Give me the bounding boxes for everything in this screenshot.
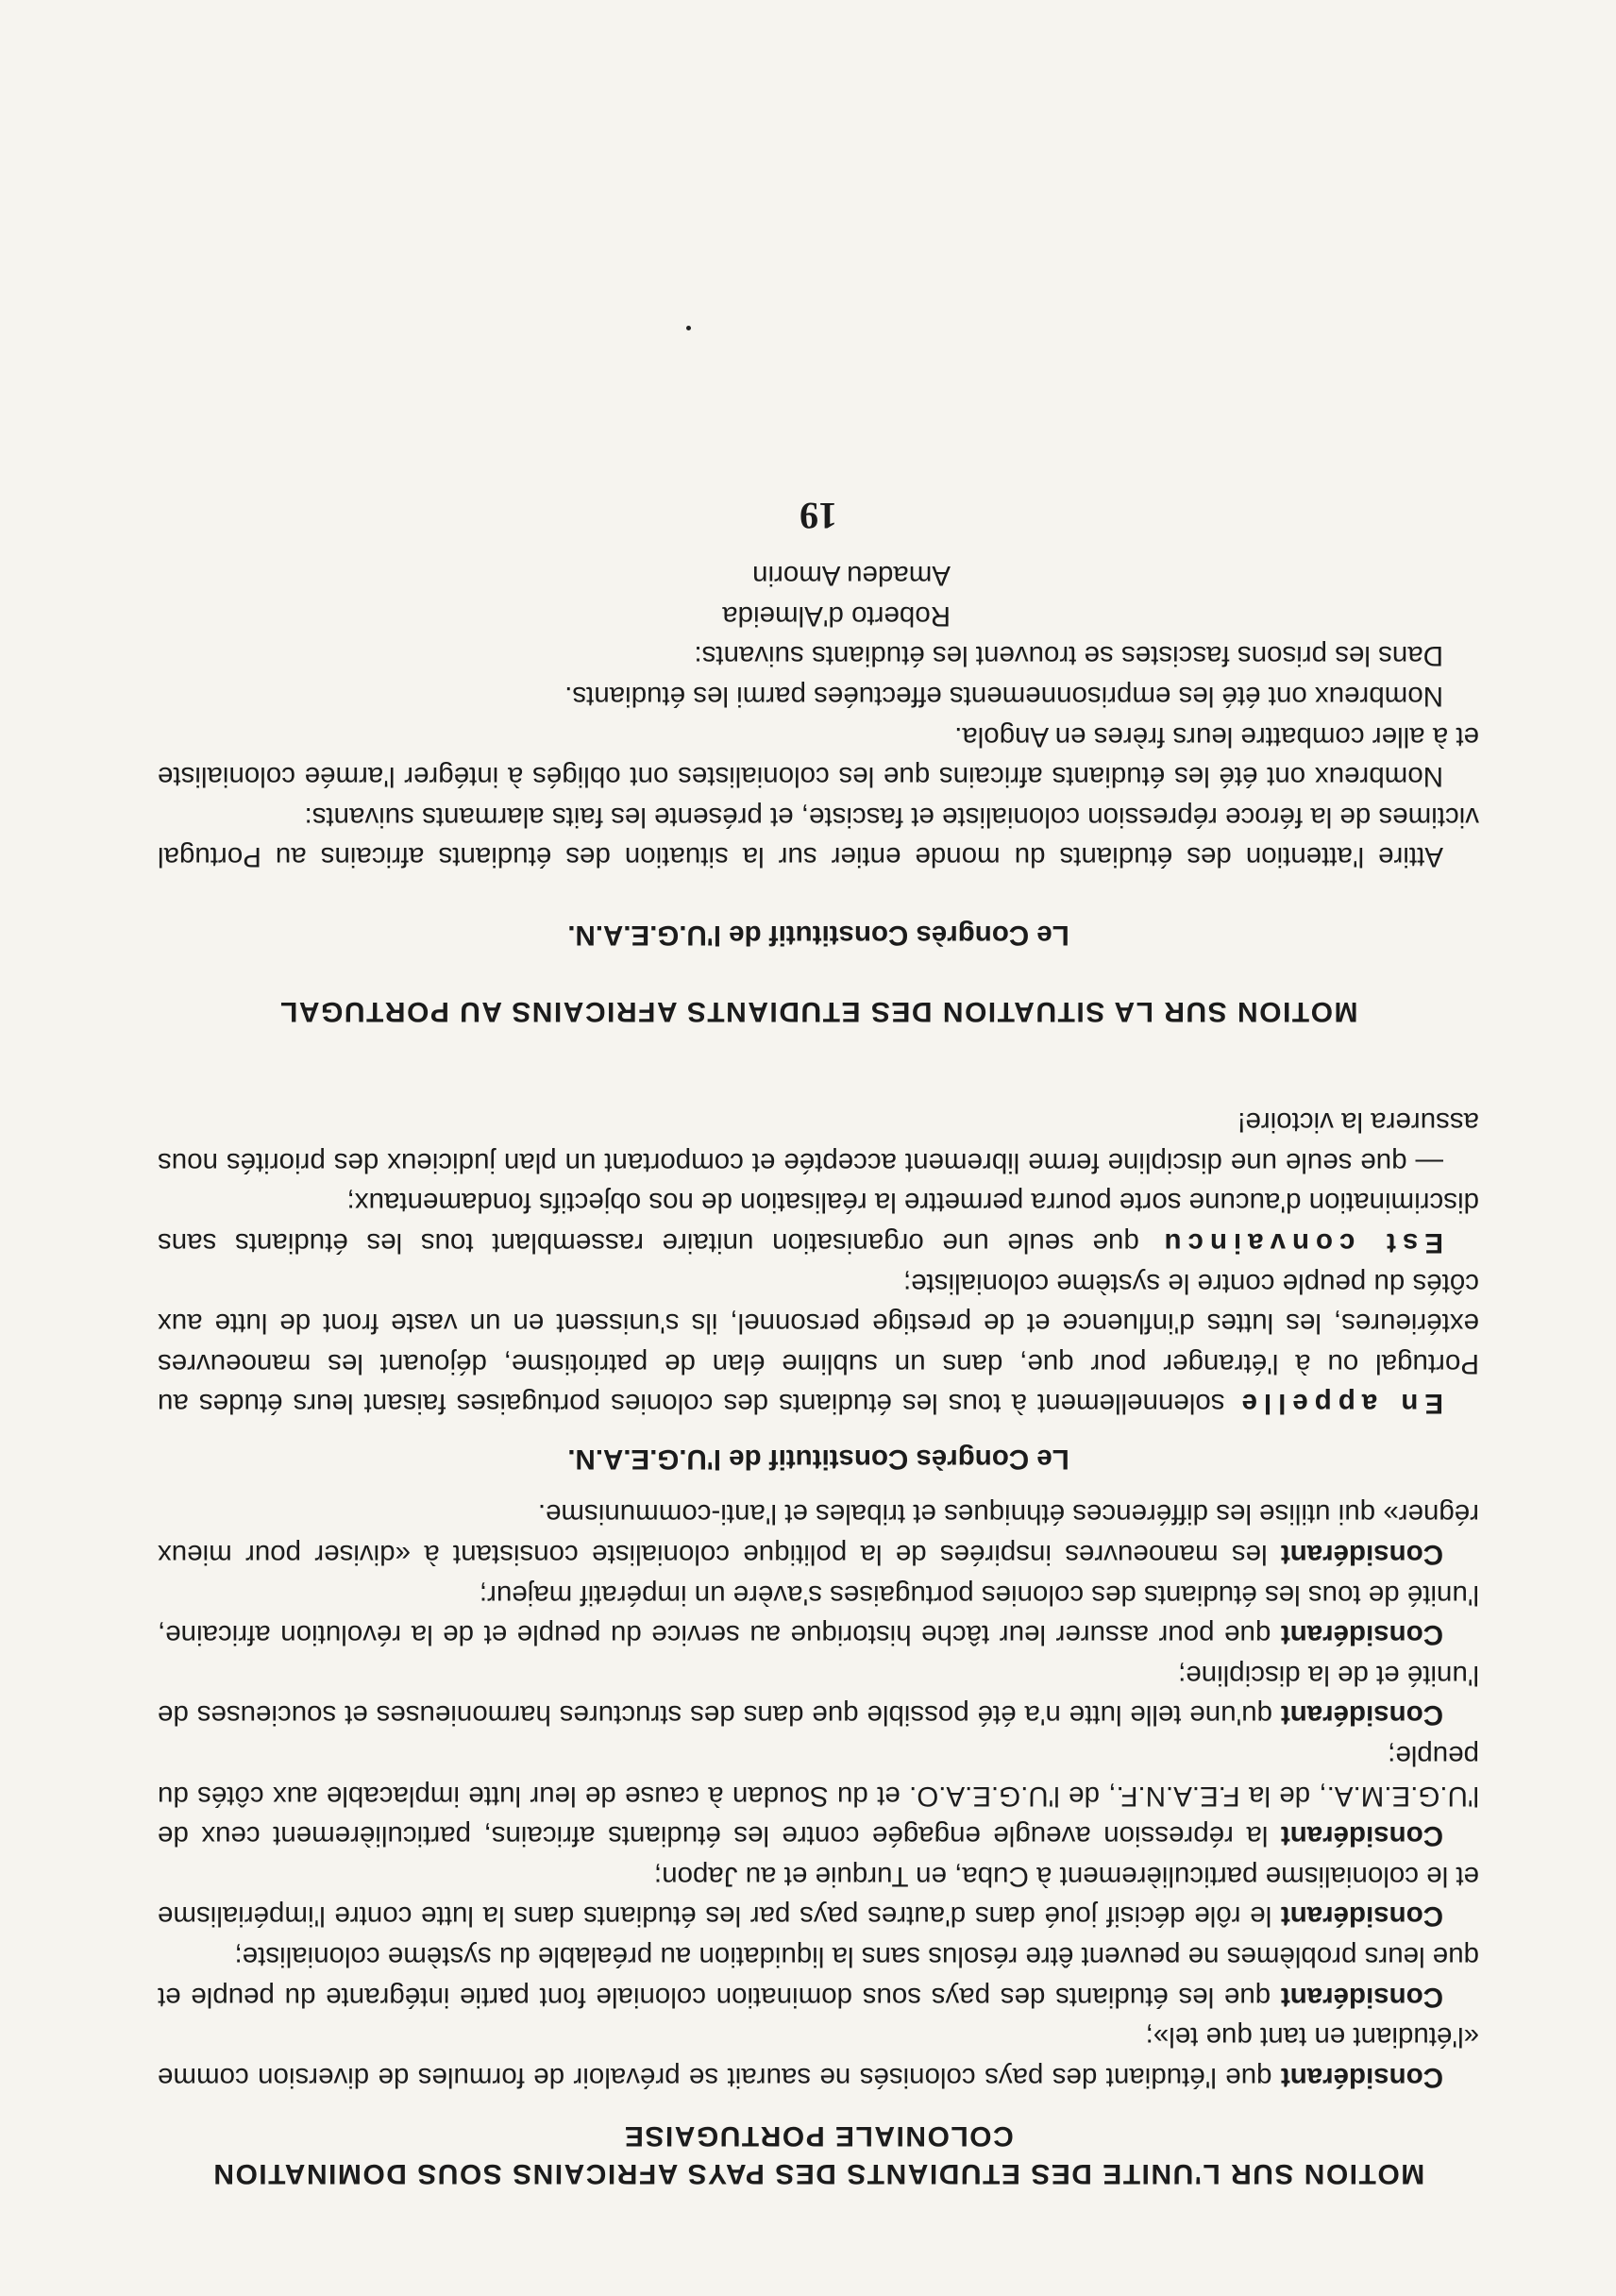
considerant-keyword: Considérant: [1280, 1619, 1443, 1651]
prisoner-name: Roberto d'Almeida: [722, 599, 951, 632]
considerant-text: qu'une telle lutte n'a été possible que dans des structures harmonieuses et soucieuses de l'unité et de la discipline;: [158, 1659, 1479, 1731]
considerant-text: que l'étudiant des pays colonisés ne saurait se prévaloir de formules de diversion comme «l'étudiant en tant que tel»;: [158, 2021, 1479, 2093]
considerant-text: la répression aveugle engagée contre les étudiants africains, particulièrement ceux de l'U.G.E.M.A., de la F.E.A.N.F., de l'U.G.E.A.O. et du Soudan à cause de leur lutte implacable aux côtés du peuple;: [158, 1740, 1479, 1852]
ink-speck: [686, 326, 691, 330]
considerant-text: le rôle décisif joué dans d'autres pays par les étudiants dans la lutte contre l'impérialisme et le colonialisme particulièrement à Cuba, en Turquie et au Japon;: [158, 1860, 1479, 1933]
motion-portugal-title: MOTION SUR LA SITUATION DES ETUDIANTS AFRICAINS AU PORTUGAL: [278, 995, 1358, 1027]
motion-unity-title: [158, 2118, 1479, 2192]
considerant-paragraph: [158, 1494, 1479, 1574]
situation-paragraph: Dans les prisons fascistes se trouvent les étudiants suivants:: [694, 640, 1443, 672]
considerant-paragraph: [158, 1935, 1479, 2016]
considerant-keyword: Considérant: [1280, 1981, 1443, 2013]
discipline-paragraph: — que seule une discipline ferme librement acceptée et comportant un plan judicieux des priorités nous assurera la victoire!: [158, 1106, 1479, 1178]
situation-paragraph: Attire l'attention des étudiants du monde entier sur la situation des étudiants africains au Portugal victimes de la féroce répression colonialiste et fasciste, et présente les faits alarmants suivants:: [158, 801, 1479, 873]
considerant-paragraph: [158, 1734, 1479, 1855]
conviction-text: que seule une organisation unitaire rassemblant tous les étudiants sans discrimination d'aucune sorte pourra permettre la réalisation de nos objectifs fondamentaux;: [158, 1187, 1479, 1258]
appeal-text: solennellement à tous les étudiants des colonies portugaises faisant leurs études au Portugal ou à l'étranger pour que, dans un sublime élan de patriotisme, déjouant les manoeuvres extérieures, les luttes d'influence et de prestige personnel, ils s'unissent en un vaste front de lutte aux côtés du peuple contre le système colonialiste;: [158, 1267, 1479, 1420]
considerant-text: que pour assurer leur tâche historique au service du peuple et de la révolution africaine, l'unité de tous les étudiants des colonies portugaises s'avère un impératif majeur;: [158, 1578, 1479, 1651]
page-number: 19: [800, 494, 837, 537]
situation-paragraph: Nombreux ont été les emprisonnements effectuées parmi les étudiants.: [564, 681, 1443, 712]
considerant-text: les manoeuvres inspirées de la politique colonialiste consistant à «diviser pour mieux régner» qui utilise les différences éthniques et tribales et l'anti-communisme.: [158, 1498, 1479, 1571]
page-content: [158, 494, 1479, 2192]
considerant-paragraph: [158, 1654, 1479, 1734]
assembly-heading: Le Congrès Constitutif de l'U.G.E.A.N.: [567, 919, 1069, 951]
considerant-keyword: Considérant: [1280, 1820, 1443, 1852]
motion-unity-title-line1: MOTION SUR L'UNITE DES ETUDIANTS DES PAYS AFRICAINS SOUS DOMINATION: [211, 2158, 1425, 2189]
conviction-paragraph: [158, 1182, 1479, 1262]
motion-unity-title-line2: COLONIALE PORTUGAISE: [623, 2120, 1014, 2152]
considerant-keyword: Considérant: [1280, 1699, 1443, 1731]
considerant-keyword: Considérant: [1280, 1900, 1443, 1933]
considerant-paragraph: [158, 1855, 1479, 1935]
assembly-heading: Le Congrès Constitutif de l'U.G.E.A.N.: [567, 1443, 1069, 1475]
situation-paragraph: Nombreux ont été les étudiants africains que les colonialistes ont obligés à intégrer l'armée colonialiste et à aller combattre leurs frères en Angola.: [158, 720, 1479, 793]
prisoner-name: Amadeu Amorin: [752, 560, 951, 592]
appeal-keyword: En appelle: [1235, 1388, 1443, 1420]
considerant-paragraph: [158, 2017, 1479, 2097]
considerant-text: que les étudiants des pays sous domination coloniale font partie intégrante du peuple et que leurs problèmes ne peuvent être résolus sans la liquidation au préalable du système colonialiste;: [158, 1941, 1479, 2013]
considerant-keyword: Considérant: [1280, 1539, 1443, 1571]
considerant-keyword: Considérant: [1280, 2061, 1443, 2093]
conviction-keyword: Est convaincu: [1157, 1226, 1443, 1258]
considerant-paragraph: [158, 1574, 1479, 1654]
appeal-paragraph: [158, 1262, 1479, 1423]
